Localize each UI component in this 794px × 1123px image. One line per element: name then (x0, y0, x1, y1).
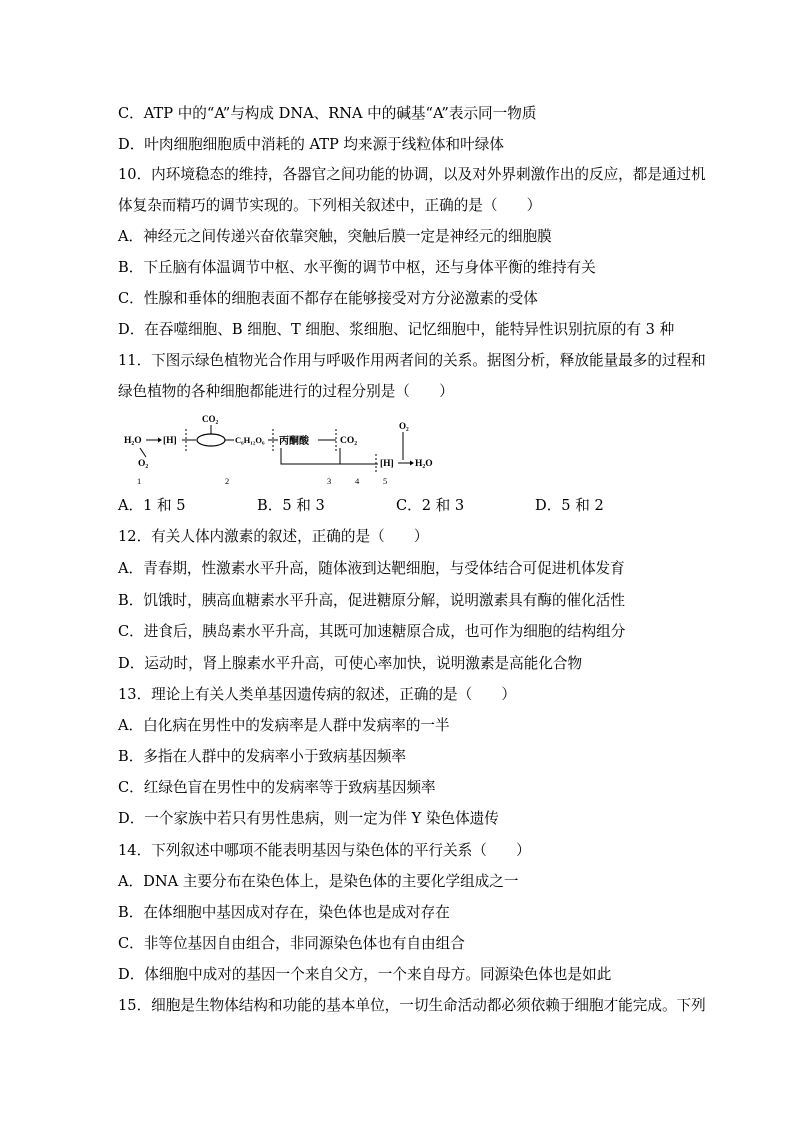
q9-option-d: D．叶肉细胞细胞质中消耗的 ATP 均来源于线粒体和叶绿体 (118, 136, 504, 153)
q15-stem-line-1: 15．细胞是生物体结构和功能的基本单位，一切生命活动都必须依赖于细胞才能完成。下列 (118, 997, 706, 1014)
q13-option-a: A．白化病在男性中的发病率是人群中发病率的一半 (118, 717, 450, 734)
q10-option-b: B．下丘脑有体温调节中枢、水平衡的调节中枢，还与身体平衡的维持有关 (118, 259, 596, 276)
q11-stem-line-2: 绿色植物的各种细胞都能进行的过程分别是（ ） (118, 383, 454, 400)
q11-stem-line-1: 11．下图示绿色植物光合作用与呼吸作用两者间的关系。据图分析，释放能量最多的过程和 (118, 352, 706, 369)
q13-stem: 13．理论上有关人类单基因遗传病的叙述，正确的是（ ） (118, 686, 517, 703)
q11-option-d: D．5 和 2 (535, 497, 604, 514)
q12-option-b: B．饥饿时，胰高血糖素水平升高，促进糖原分解，说明激素具有酶的催化活性 (118, 592, 625, 609)
q10-stem-line-2: 体复杂而精巧的调节实现的。下列相关叙述中，正确的是（ ） (118, 197, 542, 214)
q12-option-d: D．运动时，肾上腺素水平升高，可使心率加快，说明激素是高能化合物 (118, 655, 583, 672)
diagram-h2o-left: H₂O (124, 436, 142, 446)
arrow-1-head (158, 438, 162, 443)
diagram-h2o-right: H₂O (415, 459, 433, 469)
o2-branch-line (140, 448, 146, 457)
step-number-4: 4 (355, 476, 360, 486)
q11-option-b: B．5 和 3 (257, 497, 325, 514)
diagram-co2-right: CO₂ (340, 436, 358, 446)
q11-option-c: C．2 和 3 (396, 497, 465, 514)
q10-option-a: A．神经元之间传递兴奋依靠突触，突触后膜一定是神经元的细胞膜 (118, 228, 552, 245)
q12-stem: 12．有关人体内激素的叙述，正确的是（ ） (118, 528, 429, 545)
diagram-co2-top: CO₂ (202, 414, 219, 424)
step-number-1: 1 (137, 476, 142, 486)
q13-option-b: B．多指在人群中的发病率小于致病基因频率 (118, 748, 407, 765)
q14-option-c: C．非等位基因自由组合，非同源染色体也有自由组合 (118, 935, 465, 952)
diagram-o2-bottom: O₂ (138, 459, 149, 469)
q11-option-a: A．1 和 5 (118, 497, 186, 514)
q14-stem: 14．下列叙述中哪项不能表明基因与染色体的平行关系（ ） (118, 842, 531, 859)
diagram-glucose: C₆H₁₂O₆ (235, 435, 265, 445)
q10-option-c: C．性腺和垂体的细胞表面不都存在能够接受对方分泌激素的受体 (118, 290, 538, 307)
diagram-h-right: [H] (380, 459, 394, 469)
q13-option-c: C．红绿色盲在男性中的发病率等于致病基因频率 (118, 779, 436, 796)
step-number-2: 2 (225, 476, 230, 486)
q9-option-c: C．ATP 中的“A”与构成 DNA、RNA 中的碱基“A”表示同一物质 (118, 105, 537, 122)
q12-option-c: C．进食后，胰岛素水平升高，其既可加速糖原合成，也可作为细胞的结构组分 (118, 623, 626, 640)
diagram-h-left: [H] (163, 436, 177, 446)
photosynthesis-respiration-diagram (118, 404, 448, 490)
q14-option-a: A．DNA 主要分布在染色体上，是染色体的主要化学组成之一 (118, 873, 519, 890)
q10-stem-line-1: 10．内环境稳态的维持，各器官之间功能的协调，以及对外界刺激作出的反应，都是通过机 (118, 166, 706, 183)
arrow-6-head (410, 461, 414, 466)
q10-option-d: D．在吞噬细胞、B 细胞、T 细胞、浆细胞、记忆细胞中，能特异性识别抗原的有 3 种 (118, 321, 675, 338)
step-number-3: 3 (327, 476, 332, 486)
q12-option-a: A．青春期，性激素水平升高，随体液到达靶细胞，与受体结合可促进机体发育 (118, 560, 625, 577)
cycle-ellipse (197, 434, 225, 446)
q13-option-d: D．一个家族中若只有男性患病，则一定为伴 Y 染色体遗传 (118, 810, 499, 827)
bypass-line (281, 448, 378, 464)
q14-option-d: D．体细胞中成对的基因一个来自父方，一个来自母方。同源染色体也是如此 (118, 966, 612, 983)
diagram-pyruvate: 丙酮酸 (279, 436, 309, 447)
diagram-o2-top: O₂ (399, 421, 409, 431)
step-number-5: 5 (383, 476, 388, 486)
q14-option-b: B．在体细胞中基因成对存在，染色体也是成对存在 (118, 904, 450, 921)
q11-options (118, 497, 678, 515)
